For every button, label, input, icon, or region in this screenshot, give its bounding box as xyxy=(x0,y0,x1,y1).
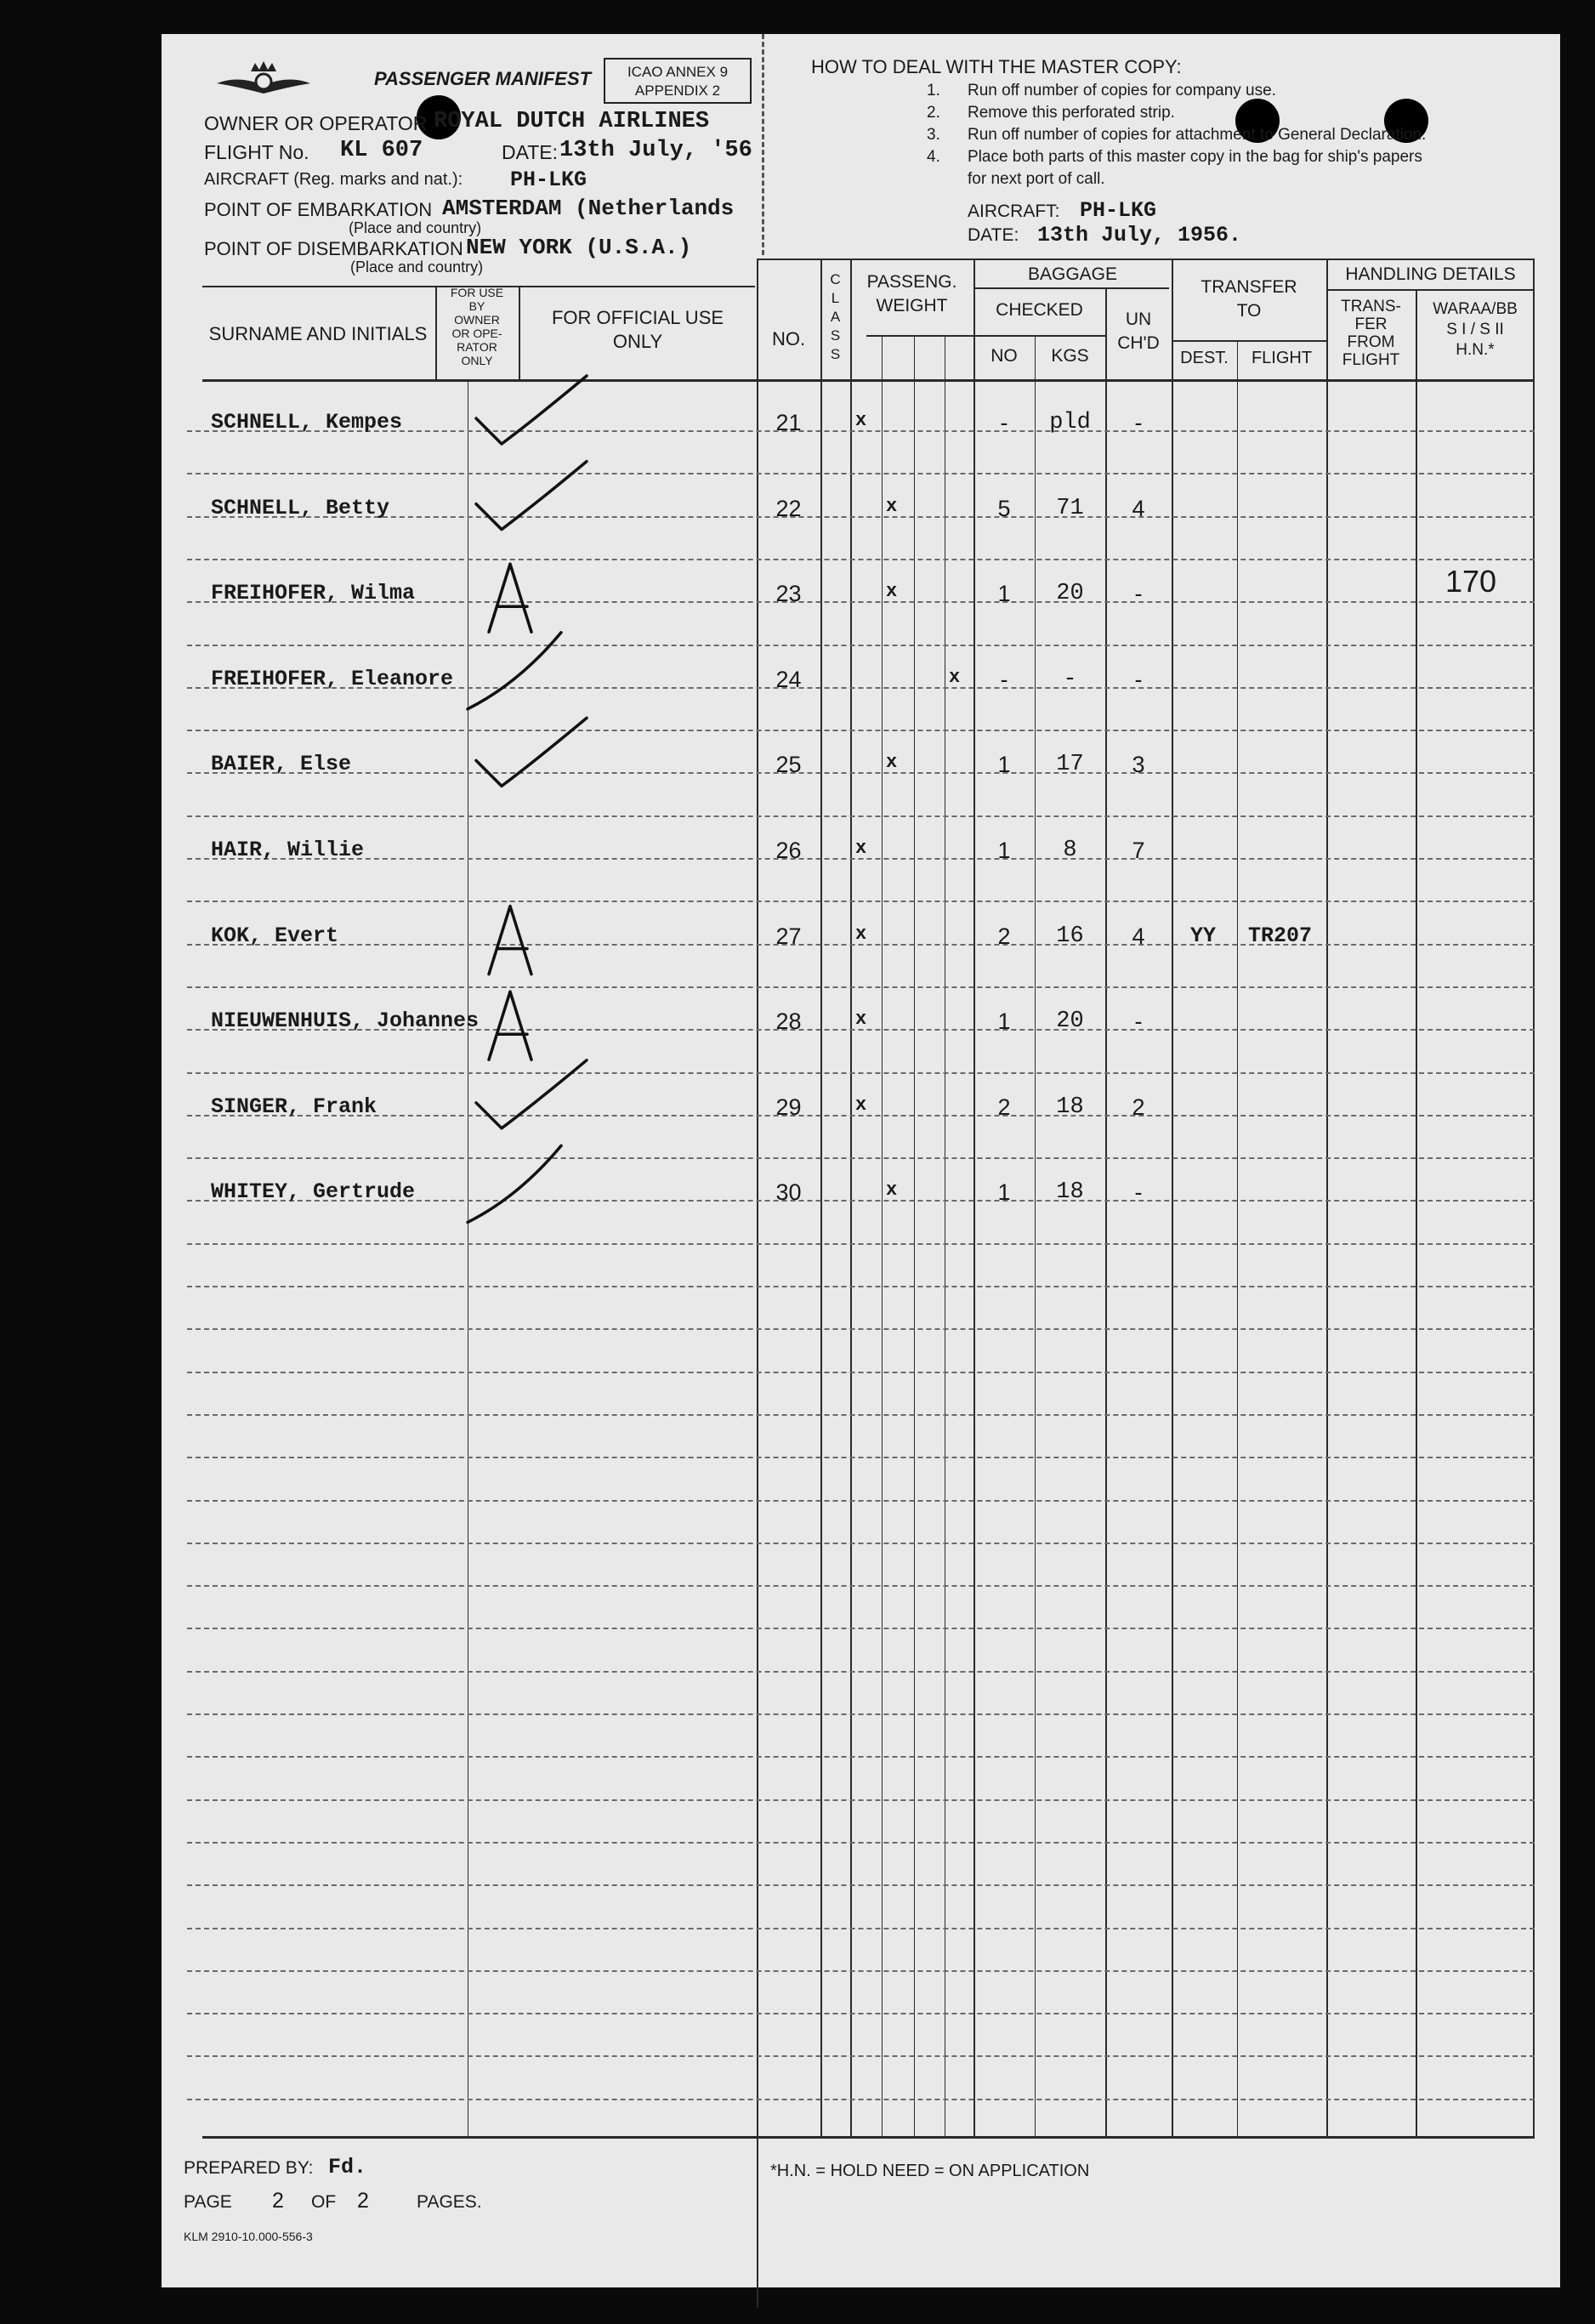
icao-line-1: ICAO ANNEX 9 xyxy=(627,64,729,80)
unchecked-count: 3 xyxy=(1132,752,1145,778)
col-owner-use-5: RATOR xyxy=(457,340,497,354)
instruction-text-5: for next port of call. xyxy=(968,170,1105,188)
instruction-num-1: 1. xyxy=(927,82,940,99)
baggage-kgs: - xyxy=(1063,666,1077,692)
unchecked-count: - xyxy=(1134,1009,1143,1035)
unchecked-count: - xyxy=(1134,666,1143,692)
seat-number: 26 xyxy=(775,838,802,863)
seat-number: 21 xyxy=(775,410,802,435)
col-baggage: BAGGAGE xyxy=(1027,264,1118,284)
col-owner-use-6: ONLY xyxy=(461,354,493,367)
baggage-count: 1 xyxy=(997,1179,1011,1206)
baggage-count: 1 xyxy=(997,581,1011,607)
disembarkation-value: NEW YORK (U.S.A.) xyxy=(466,235,692,260)
instruction-num-3: 3. xyxy=(927,126,940,144)
col-transfer-from-2: FER xyxy=(1354,315,1388,333)
checkmark xyxy=(476,462,587,530)
col-handling: HANDLING DETAILS xyxy=(1345,264,1516,284)
baggage-kgs: 17 xyxy=(1056,752,1084,778)
unchecked-count: - xyxy=(1134,410,1143,435)
weight-mark: x xyxy=(855,1094,867,1116)
transfer-dest: YY xyxy=(1190,923,1217,948)
col-bag-no: NO xyxy=(990,346,1018,366)
owner-value: ROYAL DUTCH AIRLINES xyxy=(434,109,710,134)
seat-number: 25 xyxy=(775,752,802,778)
col-official-use-1: FOR OFFICIAL USE xyxy=(551,307,724,328)
unchecked-count: 4 xyxy=(1132,495,1145,521)
passenger-name: SCHNELL, Betty xyxy=(211,495,390,520)
col-dest: DEST. xyxy=(1180,349,1229,367)
seat-number: 24 xyxy=(775,666,802,692)
seat-number: 22 xyxy=(775,495,802,521)
col-class-5: S xyxy=(830,346,841,362)
col-kgs: KGS xyxy=(1051,346,1089,366)
instructions-title: HOW TO DEAL WITH THE MASTER COPY: xyxy=(811,56,1182,77)
col-owner-use-3: OWNER xyxy=(454,313,500,327)
instruction-text-2: Remove this perforated strip. xyxy=(968,104,1175,122)
master-aircraft-value: PH-LKG xyxy=(1080,198,1157,223)
col-class-1: C xyxy=(830,271,841,287)
col-unchd-1: UN xyxy=(1125,310,1152,329)
col-waraa-2: S I / S II xyxy=(1446,321,1504,338)
date-value: 13th July, '56 xyxy=(559,138,752,163)
of-label: OF xyxy=(311,2192,337,2212)
slash-mark xyxy=(468,1145,561,1222)
col-owner-use-4: OR OPE- xyxy=(451,327,502,340)
seat-number: 29 xyxy=(775,1094,802,1120)
baggage-count: 5 xyxy=(997,495,1011,521)
col-no: NO. xyxy=(771,328,806,349)
unchecked-count: 7 xyxy=(1132,838,1145,863)
passenger-name: FREIHOFER, Wilma xyxy=(211,581,416,606)
weight-mark: x xyxy=(886,495,898,517)
letter-a-mark xyxy=(489,564,531,632)
form-code: KLM 2910-10.000-556-3 xyxy=(184,2230,313,2243)
instruction-num-4: 4. xyxy=(927,148,940,166)
passenger-name: FREIHOFER, Eleanore xyxy=(211,666,454,691)
weight-mark: x xyxy=(886,1179,898,1202)
passenger-name: KOK, Evert xyxy=(211,923,339,948)
seat-number: 30 xyxy=(775,1179,802,1206)
col-transfer-2: TO xyxy=(1236,301,1262,321)
baggage-kgs: 18 xyxy=(1056,1179,1084,1206)
col-transfer-from-3: FROM xyxy=(1347,333,1395,351)
col-owner-use-1: FOR USE xyxy=(450,286,504,299)
master-date-label: DATE: xyxy=(968,225,1019,245)
prepared-value: Fd. xyxy=(328,2155,367,2179)
col-waraa-3: H.N.* xyxy=(1456,341,1495,359)
handwritten-marks xyxy=(162,34,1560,2287)
disembarkation-label: POINT OF DISEMBARKATION xyxy=(204,238,463,259)
checkmark xyxy=(476,376,587,444)
transfer-flight: TR207 xyxy=(1248,923,1313,948)
col-surname: SURNAME AND INITIALS xyxy=(208,323,428,344)
flight-label: FLIGHT No. xyxy=(204,141,309,163)
letter-a-mark xyxy=(489,906,531,974)
passenger-name: NIEUWENHUIS, Johannes xyxy=(211,1009,480,1034)
baggage-count: - xyxy=(1000,410,1008,435)
checkmark xyxy=(476,1060,587,1128)
col-class-3: A xyxy=(830,309,841,325)
baggage-count: 1 xyxy=(997,1009,1011,1035)
col-checked: CHECKED xyxy=(996,300,1083,320)
unchecked-count: 4 xyxy=(1132,923,1145,949)
baggage-kgs: 20 xyxy=(1056,1009,1084,1035)
page-number: 2 xyxy=(272,2189,284,2213)
baggage-kgs: 16 xyxy=(1056,923,1084,949)
instruction-text-1: Run off number of copies for company use. xyxy=(968,82,1276,99)
owner-label: OWNER OR OPERATOR xyxy=(204,112,428,134)
seat-number: 27 xyxy=(775,923,802,949)
baggage-count: 1 xyxy=(997,752,1011,778)
master-aircraft-label: AIRCRAFT: xyxy=(968,202,1060,221)
weight-mark: x xyxy=(886,752,898,774)
disembarkation-sub: (Place and country) xyxy=(350,259,484,276)
col-weight: WEIGHT xyxy=(876,296,948,315)
letter-a-mark xyxy=(489,992,531,1060)
manifest-title: PASSENGER MANIFEST xyxy=(374,68,592,89)
weight-mark: x xyxy=(855,838,867,859)
col-official-use-2: ONLY xyxy=(612,331,663,352)
handling-hn: 170 xyxy=(1445,564,1497,599)
col-transfer-from-4: FLIGHT xyxy=(1342,351,1400,369)
baggage-count: 2 xyxy=(997,923,1011,949)
col-transfer-1: TRANSFER xyxy=(1201,277,1297,297)
passenger-name: BAIER, Else xyxy=(211,752,352,777)
col-passeng: PASSENG. xyxy=(866,272,957,292)
weight-mark: x xyxy=(855,923,867,945)
page-label: PAGE xyxy=(184,2192,232,2212)
baggage-count: - xyxy=(1000,666,1008,692)
passenger-name: WHITEY, Gertrude xyxy=(211,1179,416,1205)
embarkation-value: AMSTERDAM (Netherlands xyxy=(442,196,735,221)
passenger-name: SCHNELL, Kempes xyxy=(211,410,403,435)
passenger-name: SINGER, Frank xyxy=(211,1094,377,1119)
weight-mark: x xyxy=(886,581,898,603)
baggage-kgs: 71 xyxy=(1056,495,1084,521)
baggage-kgs: 20 xyxy=(1056,581,1084,607)
baggage-count: 2 xyxy=(997,1094,1011,1120)
master-date-value: 13th July, 1956. xyxy=(1037,223,1242,247)
col-class-4: S xyxy=(830,327,841,344)
baggage-kgs: 18 xyxy=(1056,1094,1084,1120)
unchecked-count: - xyxy=(1134,581,1143,607)
checkmark xyxy=(476,718,587,786)
icao-line-2: APPENDIX 2 xyxy=(634,82,721,99)
col-class-2: L xyxy=(831,290,840,306)
col-transfer-from-1: TRANS- xyxy=(1341,298,1401,315)
instruction-num-2: 2. xyxy=(927,104,940,122)
embarkation-label: POINT OF EMBARKATION xyxy=(204,199,433,220)
instruction-text-4: Place both parts of this master copy in the bag for ship's papers xyxy=(968,148,1422,166)
seat-number: 28 xyxy=(775,1009,802,1035)
aircraft-label: AIRCRAFT (Reg. marks and nat.): xyxy=(204,170,463,189)
baggage-count: 1 xyxy=(997,838,1011,863)
col-waraa-1: WARAA/BB xyxy=(1433,300,1518,318)
weight-mark: x xyxy=(855,410,867,431)
page-total: 2 xyxy=(357,2189,369,2213)
weight-mark: x xyxy=(949,666,961,688)
prepared-label: PREPARED BY: xyxy=(184,2158,314,2178)
weight-mark: x xyxy=(855,1009,867,1031)
pages-label: PAGES. xyxy=(417,2192,482,2212)
col-unchd-2: CH'D xyxy=(1117,333,1160,353)
col-owner-use-2: BY xyxy=(468,299,485,313)
instruction-text-3: Run off number of copies for attachment to General Declaration. xyxy=(968,126,1427,144)
embarkation-sub: (Place and country) xyxy=(349,219,482,236)
hold-need-note: *H.N. = HOLD NEED = ON APPLICATION xyxy=(770,2162,1090,2180)
flight-value: KL 607 xyxy=(340,138,423,163)
unchecked-count: 2 xyxy=(1132,1094,1145,1120)
date-label: DATE: xyxy=(502,141,559,163)
slash-mark xyxy=(468,633,561,709)
aircraft-value: PH-LKG xyxy=(510,168,587,192)
unchecked-count: - xyxy=(1134,1179,1143,1206)
seat-number: 23 xyxy=(775,581,802,607)
manifest-page xyxy=(162,34,1560,2287)
baggage-kgs: pld xyxy=(1049,410,1091,435)
passenger-name: HAIR, Willie xyxy=(211,838,365,862)
col-flight: FLIGHT xyxy=(1251,349,1313,367)
baggage-kgs: 8 xyxy=(1063,838,1077,863)
